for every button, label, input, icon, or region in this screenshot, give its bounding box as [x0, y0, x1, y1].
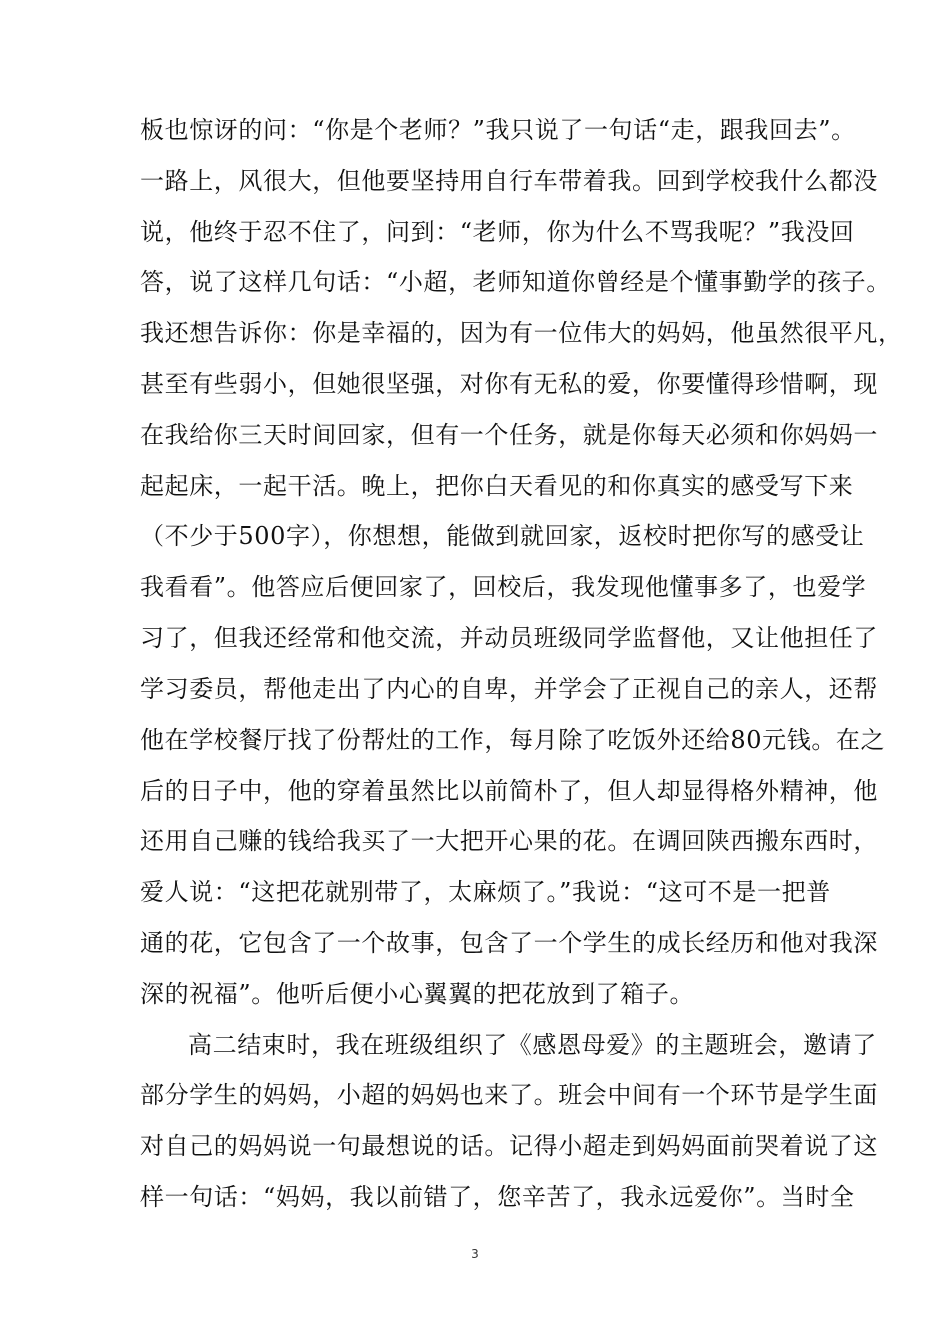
paragraph-first-line: 高二结束时，我在班级组织了《感恩母爱》的主题班会，邀请了 — [188, 1031, 877, 1059]
text-line: 习了，但我还经常和他交流，并动员班级同学监督他，又让他担任了 — [140, 624, 878, 652]
text-line: 我还想告诉你：你是幸福的，因为有一位伟大的妈妈，他虽然很平凡， — [140, 319, 903, 347]
text-line: 他在学校餐厅找了份帮灶的工作，每月除了吃饭外还给80元钱。在之 — [140, 726, 886, 754]
text-line: 深的祝福”。他听后便小心翼翼的把花放到了箱子。 — [140, 980, 695, 1008]
text-line: 一路上，风很大，但他要坚持用自行车带着我。回到学校我什么都没 — [140, 167, 878, 195]
text-line: 板也惊讶的问：“你是个老师？”我只说了一句话“走，跟我回去”。 — [140, 116, 856, 144]
text-line: 样一句话：“妈妈，我以前错了，您辛苦了，我永远爱你”。当时全 — [140, 1183, 855, 1211]
text-line: 后的日子中，他的穿着虽然比以前简朴了，但人却显得格外精神，他 — [140, 777, 878, 805]
text-line: 通的花，它包含了一个故事，包含了一个学生的成长经历和他对我深 — [140, 929, 878, 957]
text-line: 还用自己赚的钱给我买了一大把开心果的花。在调回陕西搬东西时， — [140, 827, 878, 855]
text-line: 我看看”。他答应后便回家了，回校后，我发现他懂事多了，也爱学 — [140, 573, 867, 601]
text-line: 甚至有些弱小，但她很坚强，对你有无私的爱，你要懂得珍惜啊，现 — [140, 370, 878, 398]
text-line: 在我给你三天时间回家，但有一个任务，就是你每天必须和你妈妈一 — [140, 421, 878, 449]
text-line: 爱人说：“这把花就别带了，太麻烦了。”我说：“这可不是一把普 — [140, 878, 831, 906]
text-line: 部分学生的妈妈，小超的妈妈也来了。班会中间有一个环节是学生面 — [140, 1081, 878, 1109]
page-number: 3 — [471, 1247, 479, 1261]
text-line: 起起床，一起干活。晚上，把你白天看见的和你真实的感受写下来 — [140, 472, 854, 500]
text-line: 对自己的妈妈说一句最想说的话。记得小超走到妈妈面前哭着说了这 — [140, 1132, 878, 1160]
text-line: 答，说了这样几句话：“小超，老师知道你曾经是个懂事勤学的孩子。 — [140, 268, 891, 296]
text-line: 学习委员，帮他走出了内心的自卑，并学会了正视自己的亲人，还帮 — [140, 675, 878, 703]
text-line: 说，他终于忍不住了，问到：“老师，你为什么不骂我呢？”我没回 — [140, 218, 855, 246]
text-line: （不少于500字），你想想，能做到就回家，返校时把你写的感受让 — [140, 522, 865, 550]
